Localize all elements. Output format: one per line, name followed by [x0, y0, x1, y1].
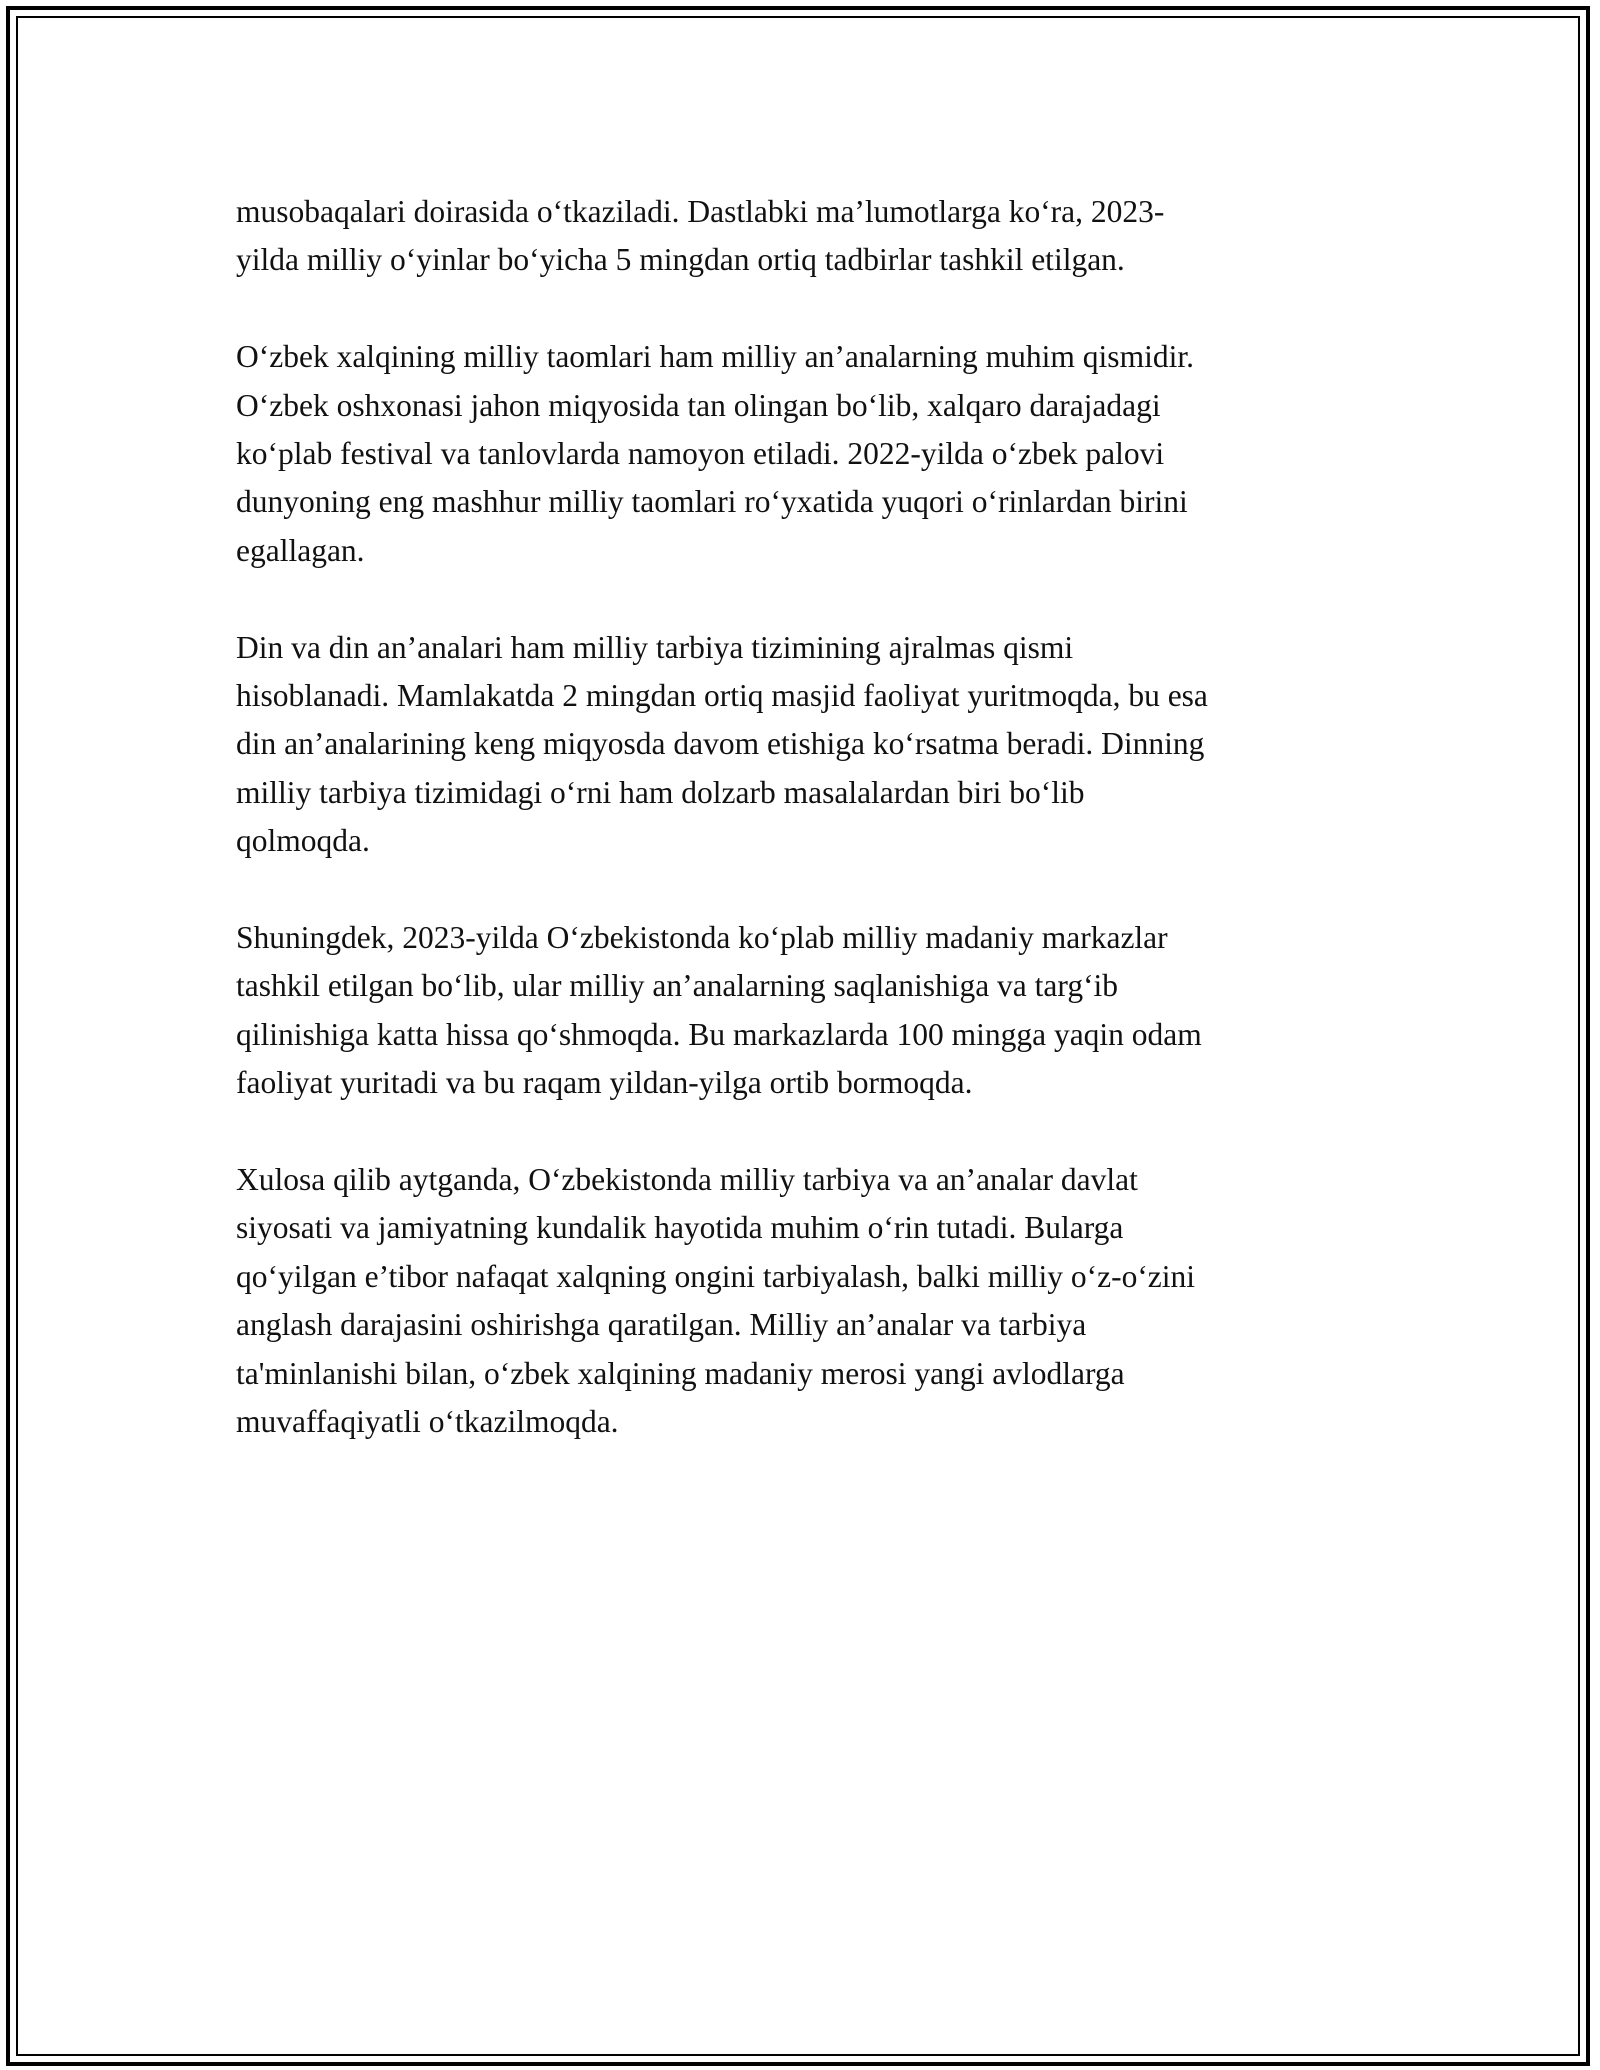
text-line: faoliyat yuritadi va bu raqam yildan-yilga ortib bormoqda. [236, 1065, 973, 1101]
paragraph-cultural-centers [236, 914, 1376, 1108]
text-line: milliy tarbiya tizimidagi o‘rni ham dolzarb masalalardan biri bo‘lib [236, 774, 1085, 810]
paragraph-games [236, 188, 1376, 285]
text-line: ko‘plab festival va tanlovlarda namoyon etiladi. 2022-yilda o‘zbek palovi [236, 436, 1165, 472]
text-line: dunyoning eng mashhur milliy taomlari ro‘yxatida yuqori o‘rinlardan birini [236, 484, 1188, 520]
text-line: hisoblanadi. Mamlakatda 2 mingdan ortiq masjid faoliyat yuritmoqda, bu esa [236, 678, 1208, 714]
text-line: O‘zbek xalqining milliy taomlari ham milliy an’analarning muhim qismidir. [236, 339, 1194, 375]
text-line: Shuningdek, 2023-yilda O‘zbekistonda ko‘plab milliy madaniy markazlar [236, 920, 1168, 956]
text-line: O‘zbek oshxonasi jahon miqyosida tan olingan bo‘lib, xalqaro darajadagi [236, 387, 1161, 423]
text-line: yilda milliy o‘yinlar bo‘yicha 5 mingdan ortiq tadbirlar tashkil etilgan. [236, 242, 1125, 278]
paragraph-religion [236, 624, 1376, 866]
text-line: qo‘yilgan e’tibor nafaqat xalqning ongini tarbiyalash, balki milliy o‘z-o‘zini [236, 1258, 1196, 1294]
text-line: muvaffaqiyatli o‘tkazilmoqda. [236, 1404, 619, 1440]
text-line: qilinishiga katta hissa qo‘shmoqda. Bu markazlarda 100 mingga yaqin odam [236, 1016, 1202, 1052]
paragraph-conclusion [236, 1156, 1376, 1446]
paragraph-cuisine [236, 333, 1376, 575]
text-line: Xulosa qilib aytganda, O‘zbekistonda milliy tarbiya va an’analar davlat [236, 1162, 1138, 1198]
text-line: egallagan. [236, 532, 365, 568]
document-body [236, 188, 1376, 1495]
text-line: Din va din an’analari ham milliy tarbiya tizimining ajralmas qismi [236, 629, 1074, 665]
text-line: anglash darajasini oshirishga qaratilgan. Milliy an’analar va tarbiya [236, 1307, 1087, 1343]
text-line: musobaqalari doirasida o‘tkaziladi. Dastlabki ma’lumotlarga ko‘ra, 2023- [236, 194, 1165, 229]
text-line: din an’analarining keng miqyosda davom etishiga ko‘rsatma beradi. Dinning [236, 726, 1205, 762]
text-line: qolmoqda. [236, 823, 370, 859]
text-line: siyosati va jamiyatning kundalik hayotida muhim o‘rin tutadi. Bularga [236, 1210, 1124, 1246]
text-line: ta'minlanishi bilan, o‘zbek xalqining madaniy merosi yangi avlodlarga [236, 1355, 1125, 1391]
text-line: tashkil etilgan bo‘lib, ular milliy an’analarning saqlanishiga va targ‘ib [236, 968, 1119, 1004]
